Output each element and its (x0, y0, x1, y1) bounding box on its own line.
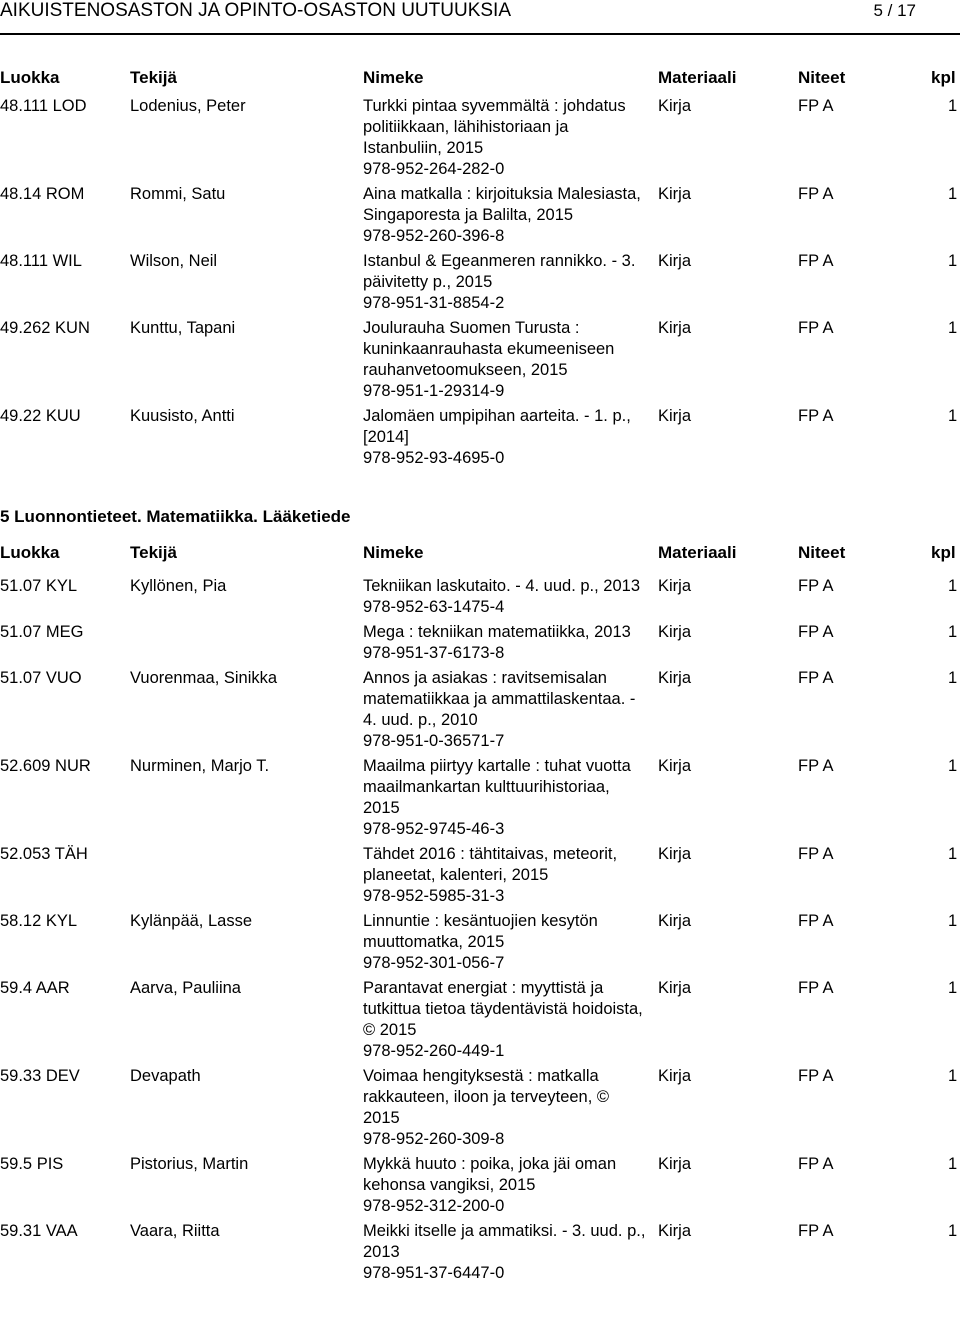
item-isbn: 978-952-9745-46-3 (363, 820, 505, 838)
list-item (0, 184, 960, 247)
item-author: Rommi, Satu (130, 185, 226, 203)
item-class: 51.07 KYL (0, 577, 78, 595)
column-header-luokka: Luokka (0, 543, 60, 562)
item-count: 1 (948, 669, 958, 687)
item-count: 1 (948, 577, 958, 595)
item-class: 49.22 KUU (0, 407, 81, 425)
item-title-block (363, 1154, 648, 1217)
column-header-tekija: Tekijä (130, 543, 177, 562)
item-isbn: 978-952-260-309-8 (363, 1130, 505, 1148)
item-copies: FP A (798, 1222, 834, 1240)
list-item (0, 668, 960, 752)
item-copies: FP A (798, 757, 834, 775)
column-header-niteet: Niteet (798, 543, 846, 562)
column-header-materiaali: Materiaali (658, 68, 737, 87)
item-class: 59.4 AAR (0, 979, 70, 997)
list-item (0, 622, 960, 664)
item-author: Kunttu, Tapani (130, 319, 236, 337)
item-copies: FP A (798, 1155, 834, 1173)
item-count: 1 (948, 185, 958, 203)
header-divider (0, 33, 960, 35)
item-author: Kylänpää, Lasse (130, 912, 253, 930)
item-title: Mykkä huuto : poika, joka jäi oman kehonsa vangiksi, 2015 (363, 1155, 617, 1194)
list-item (0, 911, 960, 974)
column-headers-section1 (0, 67, 960, 89)
column-header-kpl: kpl (931, 68, 956, 87)
item-material: Kirja (658, 623, 692, 641)
list-item (0, 756, 960, 840)
item-author: Lodenius, Peter (130, 97, 246, 115)
list-item (0, 318, 960, 402)
item-title-block (363, 251, 648, 314)
item-material: Kirja (658, 252, 692, 270)
list-item (0, 96, 960, 180)
item-title: Turkki pintaa syvemmältä : johdatus politiikkaan, lähihistoriaan ja Istanbuliin, 2015 (363, 97, 626, 157)
item-isbn: 978-951-0-36571-7 (363, 732, 505, 750)
item-title-block (363, 911, 648, 974)
item-author: Kyllönen, Pia (130, 577, 227, 595)
section-title: 5 Luonnontieteet. Matematiikka. Lääketiede (0, 507, 351, 526)
item-author: Kuusisto, Antti (130, 407, 235, 425)
item-material: Kirja (658, 1067, 692, 1085)
list-item (0, 1066, 960, 1150)
item-count: 1 (948, 912, 958, 930)
item-count: 1 (948, 1155, 958, 1173)
item-title-block (363, 668, 648, 752)
item-copies: FP A (798, 623, 834, 641)
item-copies: FP A (798, 912, 834, 930)
item-isbn: 978-952-5985-31-3 (363, 887, 505, 905)
column-header-niteet: Niteet (798, 68, 846, 87)
item-material: Kirja (658, 319, 692, 337)
item-count: 1 (948, 407, 958, 425)
item-material: Kirja (658, 185, 692, 203)
item-isbn: 978-952-312-200-0 (363, 1197, 505, 1215)
item-class: 59.33 DEV (0, 1067, 80, 1085)
item-count: 1 (948, 845, 958, 863)
item-author: Vuorenmaa, Sinikka (130, 669, 278, 687)
item-material: Kirja (658, 669, 692, 687)
item-count: 1 (948, 1222, 958, 1240)
item-isbn: 978-951-37-6173-8 (363, 644, 505, 662)
item-class: 58.12 KYL (0, 912, 78, 930)
item-class: 51.07 MEG (0, 623, 84, 641)
item-title-block (363, 318, 648, 402)
item-isbn: 978-952-264-282-0 (363, 160, 505, 178)
item-copies: FP A (798, 252, 834, 270)
item-title: Maailma piirtyy kartalle : tuhat vuotta maailmankartan kulttuurihistoriaa, 2015 (363, 757, 631, 817)
item-copies: FP A (798, 845, 834, 863)
item-copies: FP A (798, 979, 834, 997)
item-title: Parantavat energiat : myyttistä ja tutkittua tietoa täydentävistä hoidoista, © 2015 (363, 979, 643, 1039)
item-title: Joulurauha Suomen Turusta : kuninkaanrauhasta ekumeeniseen rauhanvetoomukseen, 2015 (363, 319, 615, 379)
item-isbn: 978-952-63-1475-4 (363, 598, 505, 616)
item-title: Jalomäen umpipihan aarteita. - 1. p., [2014] (363, 407, 631, 446)
list-item (0, 406, 960, 469)
list-item (0, 251, 960, 314)
item-copies: FP A (798, 1067, 834, 1085)
item-material: Kirja (658, 1222, 692, 1240)
column-header-nimeke: Nimeke (363, 543, 424, 562)
section1-list (0, 96, 960, 473)
item-count: 1 (948, 252, 958, 270)
item-copies: FP A (798, 185, 834, 203)
list-item (0, 844, 960, 907)
item-material: Kirja (658, 979, 692, 997)
item-material: Kirja (658, 912, 692, 930)
item-copies: FP A (798, 319, 834, 337)
item-count: 1 (948, 97, 958, 115)
column-header-nimeke: Nimeke (363, 68, 424, 87)
item-copies: FP A (798, 97, 834, 115)
list-item (0, 978, 960, 1062)
section2-list (0, 576, 960, 1288)
item-author: Aarva, Pauliina (130, 979, 241, 997)
page-title: AIKUISTENOSASTON JA OPINTO-OSASTON UUTUUKSIA (0, 0, 511, 21)
item-isbn: 978-952-260-449-1 (363, 1042, 505, 1060)
item-author: Nurminen, Marjo T. (130, 757, 270, 775)
list-item (0, 576, 960, 618)
item-class: 51.07 VUO (0, 669, 82, 687)
page-number: 5 / 17 (873, 1, 916, 20)
item-class: 49.262 KUN (0, 319, 90, 337)
item-author: Wilson, Neil (130, 252, 218, 270)
item-title-block (363, 1066, 648, 1150)
item-count: 1 (948, 623, 958, 641)
column-headers-section2 (0, 542, 960, 564)
item-copies: FP A (798, 577, 834, 595)
page-header (0, 0, 960, 22)
item-author: Devapath (130, 1067, 201, 1085)
item-isbn: 978-951-31-8854-2 (363, 294, 505, 312)
item-class: 52.053 TÄH (0, 845, 88, 863)
column-header-kpl: kpl (931, 543, 956, 562)
item-title-block (363, 844, 648, 907)
item-count: 1 (948, 319, 958, 337)
item-title: Meikki itselle ja ammatiksi. - 3. uud. p., 2013 (363, 1222, 646, 1261)
item-title-block (363, 756, 648, 840)
item-title: Mega : tekniikan matematiikka, 2013 (363, 623, 631, 641)
item-title-block (363, 406, 648, 469)
item-class: 52.609 NUR (0, 757, 91, 775)
item-title: Aina matkalla : kirjoituksia Malesiasta, Singaporesta ja Balilta, 2015 (363, 185, 641, 224)
item-isbn: 978-952-260-396-8 (363, 227, 505, 245)
item-isbn: 978-952-93-4695-0 (363, 449, 505, 467)
item-title-block (363, 96, 648, 180)
item-isbn: 978-951-37-6447-0 (363, 1264, 505, 1282)
item-count: 1 (948, 757, 958, 775)
item-title-block (363, 576, 648, 618)
item-author: Pistorius, Martin (130, 1155, 249, 1173)
item-count: 1 (948, 1067, 958, 1085)
item-title: Istanbul & Egeanmeren rannikko. - 3. päivitetty p., 2015 (363, 252, 636, 291)
item-material: Kirja (658, 407, 692, 425)
item-author: Vaara, Riitta (130, 1222, 220, 1240)
item-title-block (363, 622, 648, 664)
item-class: 48.14 ROM (0, 185, 85, 203)
item-material: Kirja (658, 845, 692, 863)
item-material: Kirja (658, 1155, 692, 1173)
item-class: 59.31 VAA (0, 1222, 78, 1240)
column-header-tekija: Tekijä (130, 68, 177, 87)
item-title-block (363, 978, 648, 1062)
item-title: Linnuntie : kesäntuojien kesytön muuttomatka, 2015 (363, 912, 598, 951)
item-title: Voimaa hengityksestä : matkalla rakkauteen, iloon ja terveyteen, © 2015 (363, 1067, 610, 1127)
list-item (0, 1221, 960, 1284)
item-title: Tähdet 2016 : tähtitaivas, meteorit, planeetat, kalenteri, 2015 (363, 845, 618, 884)
item-title-block (363, 1221, 648, 1284)
item-copies: FP A (798, 407, 834, 425)
item-title-block (363, 184, 648, 247)
item-class: 59.5 PIS (0, 1155, 64, 1173)
item-class: 48.111 LOD (0, 97, 87, 115)
list-item (0, 1154, 960, 1217)
item-copies: FP A (798, 669, 834, 687)
item-isbn: 978-951-1-29314-9 (363, 382, 505, 400)
item-material: Kirja (658, 97, 692, 115)
column-header-luokka: Luokka (0, 68, 60, 87)
item-material: Kirja (658, 757, 692, 775)
item-isbn: 978-952-301-056-7 (363, 954, 505, 972)
item-material: Kirja (658, 577, 692, 595)
item-title: Tekniikan laskutaito. - 4. uud. p., 2013 (363, 577, 641, 595)
item-class: 48.111 WIL (0, 252, 82, 270)
column-header-materiaali: Materiaali (658, 543, 737, 562)
item-title: Annos ja asiakas : ravitsemisalan matematiikkaa ja ammattilaskentaa. - 4. uud. p., 2010 (363, 669, 636, 729)
item-count: 1 (948, 979, 958, 997)
